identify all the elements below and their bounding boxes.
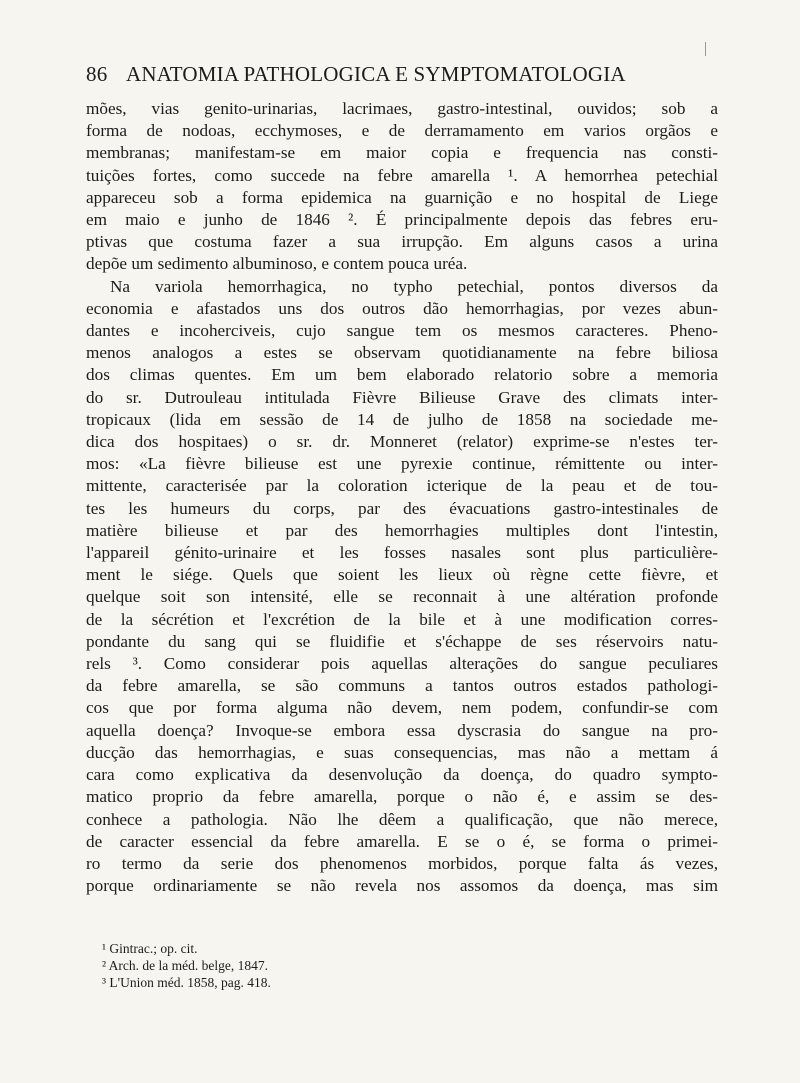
text-line: mittente, caracterisée par la coloration icterique de la peau et de tou- — [86, 476, 718, 496]
text-line: porque ordinariamente se não revela nos assomos da doença, mas sim — [86, 876, 718, 896]
text-line: mos: «La fièvre bilieuse est une pyrexie continue, rémittente ou inter- — [86, 454, 718, 474]
text-line: appareceu sob a forma epidemica na guarnição e no hospital de Liege — [86, 187, 718, 207]
text-line: menos analogos a estes se observam quotidianamente na febre biliosa — [86, 343, 718, 363]
text-line: da febre amarella, se são communs a tantos outros estados pathologi- — [86, 676, 718, 696]
text-line: matico proprio da febre amarella, porque o não é, e assim se des- — [86, 787, 718, 807]
text-line: mões, vias genito-urinarias, lacrimaes, gastro-intestinal, ouvidos; sob a — [86, 99, 718, 118]
text-line: depõe um sedimento albuminoso, e contem pouca uréa. — [86, 254, 468, 274]
text-line: membranas; manifestam-se em maior copia e frequencia nas consti- — [86, 143, 718, 163]
text-line: aquella doença? Invoque-se embora essa dyscrasia do sangue na pro- — [86, 720, 718, 740]
text-line: de caracter essencial da febre amarella. E se o é, se forma o primei- — [86, 831, 718, 851]
text-line: cara como explicativa da desenvolução da doença, do quadro sympto- — [86, 765, 718, 785]
text-line: tuições fortes, como succede na febre amarella ¹. A hemorrhea petechial — [86, 165, 718, 185]
footnote: ¹ Gintrac.; op. cit. — [102, 941, 198, 956]
running-title: ANATOMIA PATHOLOGICA E SYMPTOMATOLOGIA — [126, 62, 626, 86]
main-text — [86, 98, 718, 897]
footnotes — [102, 940, 602, 991]
text-line: ment le siége. Quels que soient les lieux où règne cette fièvre, et — [86, 565, 718, 585]
text-line: Na variola hemorrhagica, no typho petechial, pontos diversos da — [110, 276, 718, 296]
text-line: ducção das hemorrhagias, e suas consequencias, mas não a mettam á — [86, 742, 718, 762]
text-line: em maio e junho de 1846 ². É principalmente depois das febres eru- — [86, 210, 718, 230]
text-line: dica dos hospitaes) o sr. dr. Monneret (relator) exprime-se n'estes ter- — [86, 432, 718, 452]
text-line: tes les humeurs du corps, par des évacuations gastro-intestinales de — [86, 498, 718, 518]
text-line: de la sécrétion et l'excrétion de la bile et à une modification corres- — [86, 609, 718, 629]
text-line: matière bilieuse et par des hemorrhagies multiples dont l'intestin, — [86, 520, 718, 540]
page-number: 86 — [86, 62, 108, 86]
text-line: pondante du sang qui se fluidifie et s'échappe de ses réservoirs natu- — [86, 631, 718, 651]
text-line: do sr. Dutrouleau intitulada Fièvre Bilieuse Grave des climats inter- — [86, 387, 718, 407]
text-line: ptivas que costuma fazer a sua irrupção. Em alguns casos a urina — [86, 232, 718, 252]
text-line: conhece a pathologia. Não lhe dêem a qualificação, que não merece, — [86, 809, 718, 829]
text-line: quelque soit son intensité, elle se reconnait à une altération profonde — [86, 587, 718, 607]
text-line: rels ³. Como considerar pois aquellas alterações do sangue peculiares — [86, 654, 718, 674]
text-line: l'appareil génito-urinaire et les fosses nasales sont plus particulière- — [86, 543, 718, 563]
text-line: ro termo da serie dos phenomenos morbidos, porque falta ás vezes, — [86, 853, 718, 873]
text-line: economia e afastados uns dos outros dão hemorrhagias, por vezes abun- — [86, 298, 718, 318]
text-line: tropicaux (lida em sessão de 14 de julho de 1858 na sociedade me- — [86, 409, 718, 429]
text-line: dantes e incoherciveis, cujo sangue tem os mesmos caracteres. Pheno- — [86, 321, 718, 341]
footnote: ² Arch. de la méd. belge, 1847. — [102, 958, 269, 973]
text-line: forma de nodoas, ecchymoses, e de derramamento em varios orgãos e — [86, 121, 718, 141]
footnote: ³ L'Union méd. 1858, pag. 418. — [102, 975, 271, 990]
text-line: cos que por forma alguma não devem, nem podem, confundir-se com — [86, 698, 718, 718]
print-mark — [705, 42, 706, 56]
page-header — [86, 62, 686, 87]
text-line: dos climas quentes. Em um bem elaborado relatorio sobre a memoria — [86, 365, 718, 385]
